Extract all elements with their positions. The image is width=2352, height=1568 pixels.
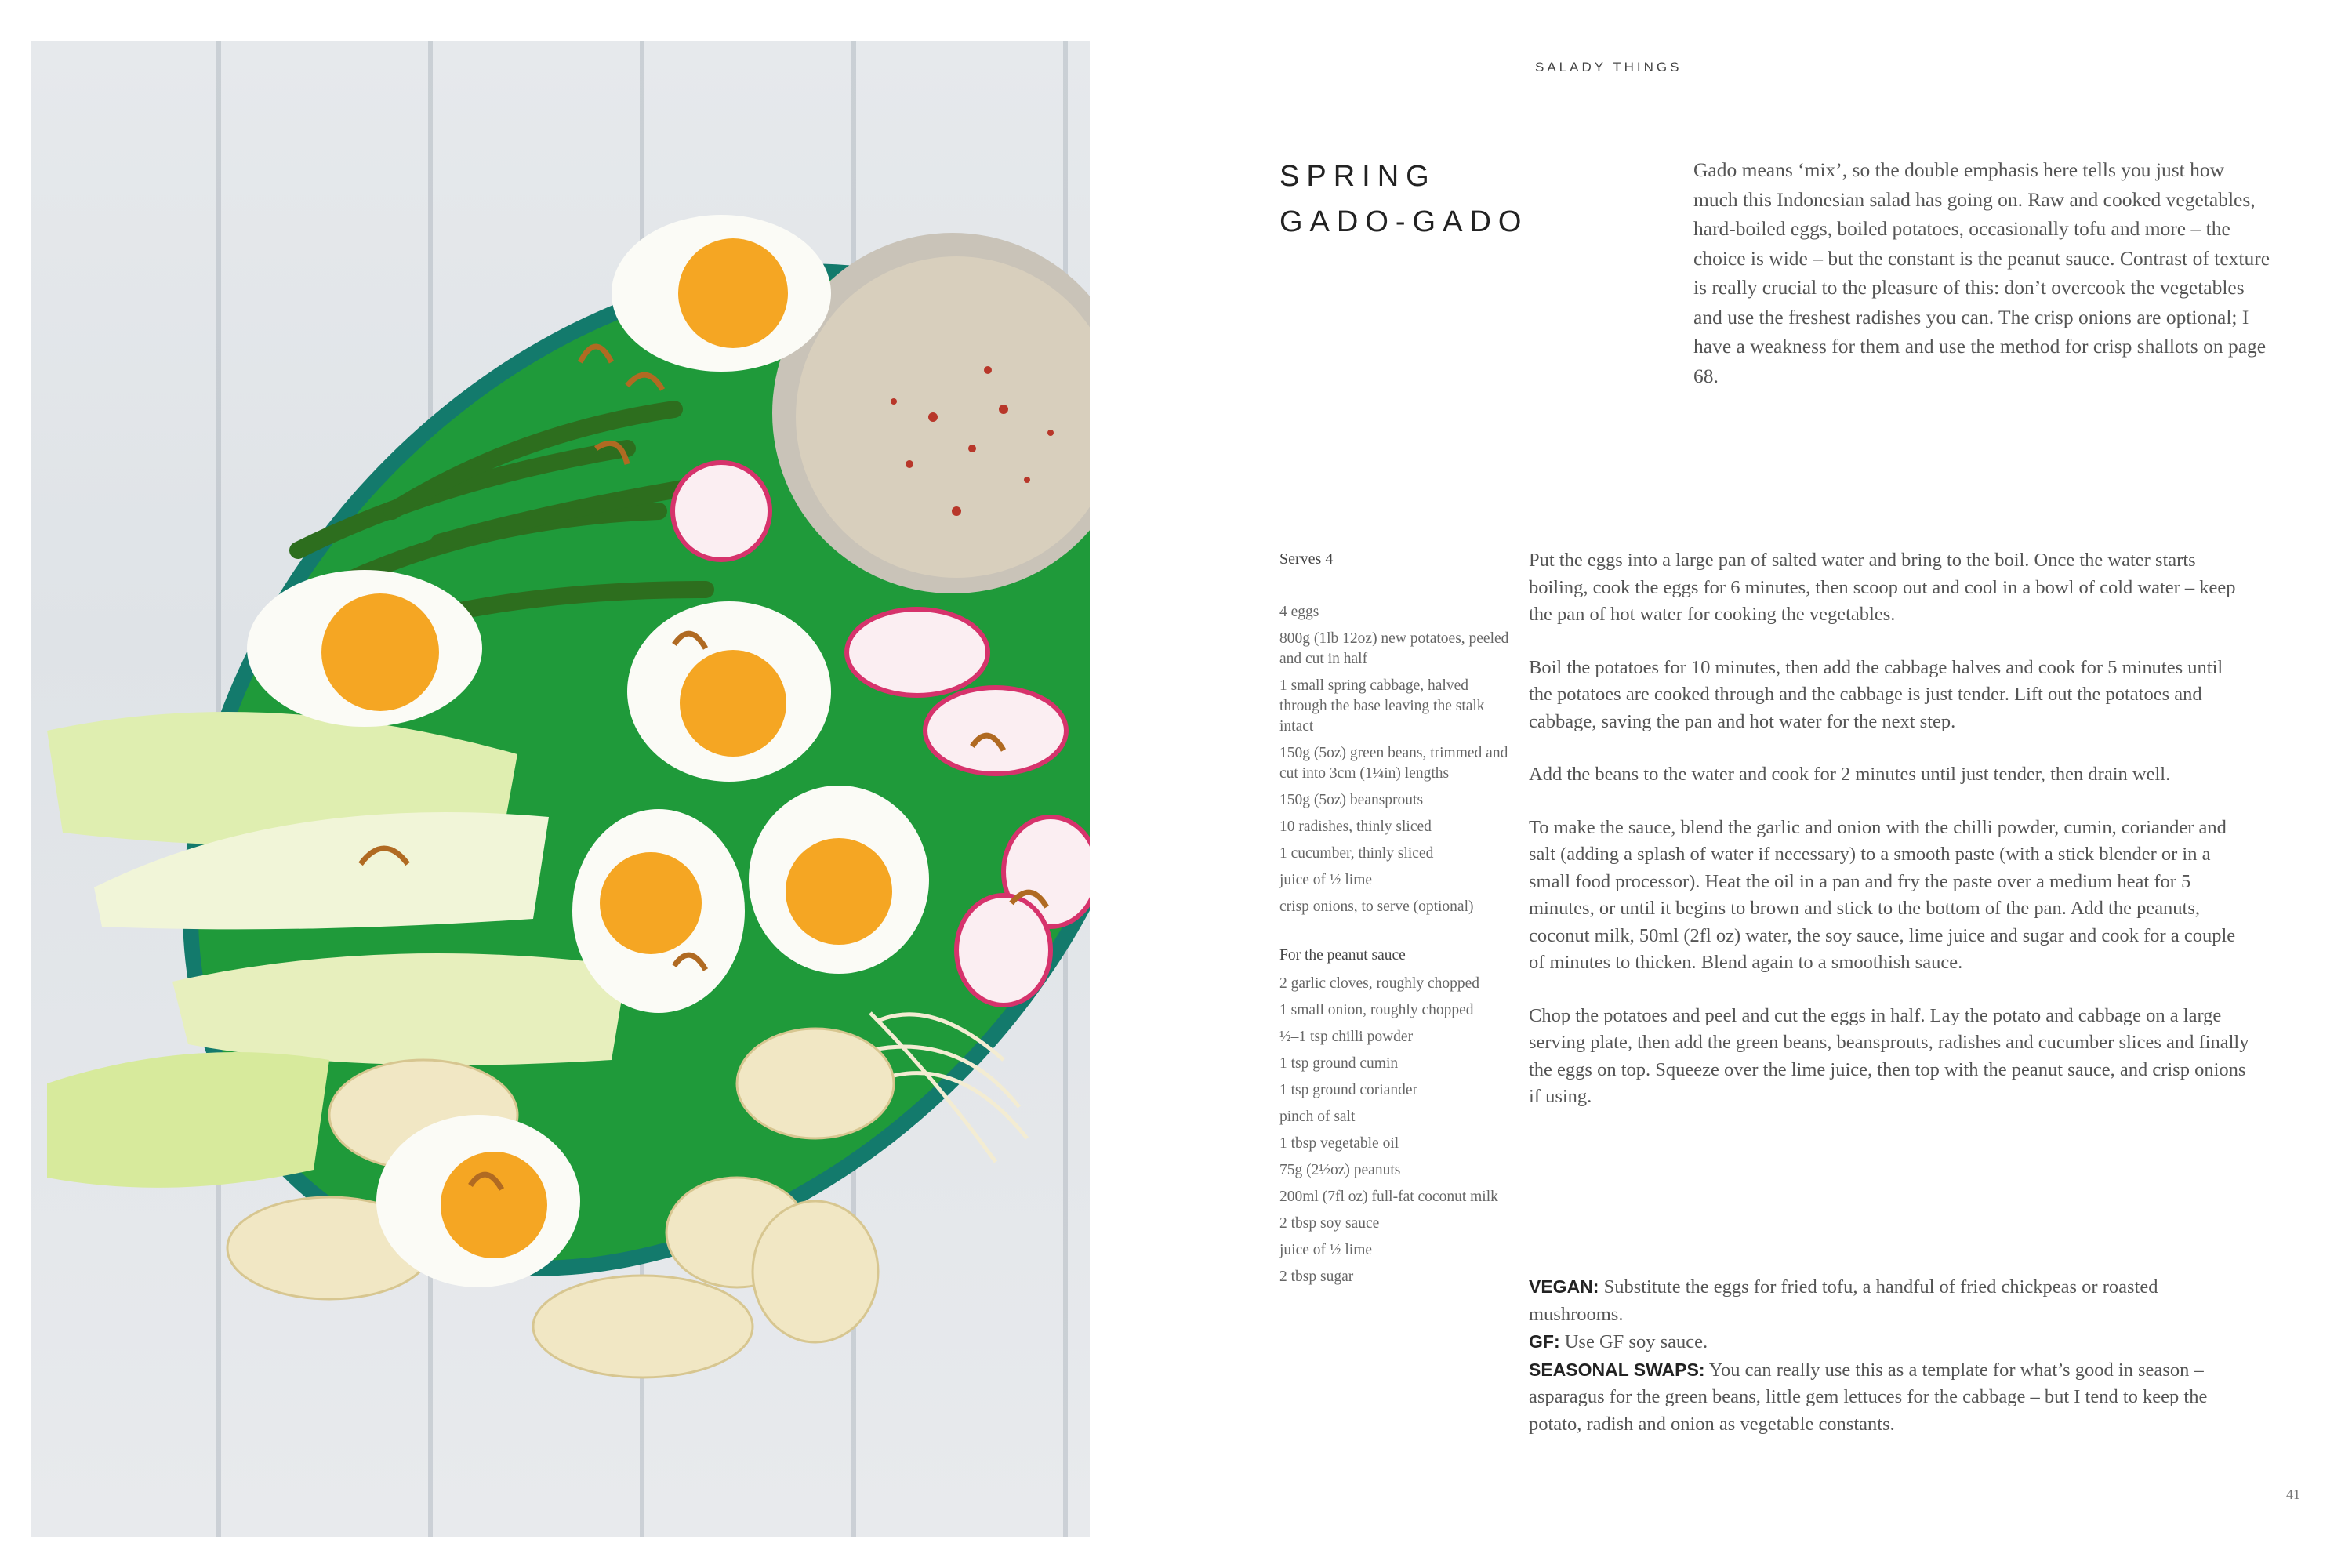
method-step-5: Chop the potatoes and peel and cut the eggs in half. Lay the potato and cabbage on a large serving plate, then add the green beans, beansprouts, radishes and cucumber slices and finally the eggs on top. Squeeze over the lime juice, then top with the peanut sauce, and crisp onions if using. — [1529, 1004, 2249, 1107]
note-seasonal-swaps-text: You can really use this as a template for what’s good in season – asparagus for the green beans, little gem lettuces for the cabbage – but I tend to keep the potato, radish and onion as vegetable constants. — [1529, 1359, 2208, 1435]
sauce-ingredient-item: 1 tsp ground coriander — [1279, 1082, 1417, 1098]
recipe-intro: Gado means ‘mix’, so the double emphasis here tells you just how much this Indonesian salad has going on. Raw and cooked vegetables, hard-boiled eggs, boiled potatoes, occasionally tofu and more – the choice is wide – but the constant is the peanut sauce. Contrast of texture is really crucial to the pleasure of this: don’t overcook the vegetables and use the freshest radishes you can. The crisp onions are optional; I have a weakness for them and use the method for crisp shallots on page 68. — [1693, 158, 2270, 387]
method-step-3: Add the beans to the water and cook for 2 minutes until just tender, then drain well. — [1529, 764, 2171, 785]
ingredient-item: 1 cucumber, thinly sliced — [1279, 845, 1434, 862]
recipe-photo — [31, 41, 1090, 1537]
sauce-ingredient-item: 2 tbsp sugar — [1279, 1269, 1354, 1285]
sauce-ingredients-heading: For the peanut sauce — [1279, 947, 1406, 964]
note-seasonal-swaps-label: SEASONAL SWAPS: — [1529, 1359, 1705, 1380]
recipe-notes — [1529, 1273, 2234, 1438]
sauce-ingredient-item: 200ml (7fl oz) full-fat coconut milk — [1279, 1189, 1498, 1205]
sauce-ingredient-item: 1 small onion, roughly chopped — [1279, 1002, 1474, 1018]
sauce-ingredient-item: 2 tbsp soy sauce — [1279, 1215, 1380, 1232]
sauce-ingredient-item: ½–1 tsp chilli powder — [1279, 1029, 1414, 1045]
note-vegan-text: Substitute the eggs for fried tofu, a handful of fried chickpeas or roasted mushrooms. — [1529, 1276, 2158, 1325]
sauce-ingredient-item: 75g (2½oz) peanuts — [1279, 1162, 1401, 1178]
note-vegan — [1529, 1273, 2234, 1328]
recipe-title-line-1: SPRING — [1279, 160, 1436, 193]
running-head: SALADY THINGS — [1535, 60, 1682, 74]
ingredient-item: 800g (1lb 12oz) new potatoes, peeled and cut in half — [1279, 630, 1509, 667]
method-steps — [1529, 547, 2250, 1137]
note-gf-label: GF: — [1529, 1331, 1560, 1352]
sauce-ingredient-item: juice of ½ lime — [1279, 1242, 1373, 1258]
ingredient-item: juice of ½ lime — [1279, 872, 1373, 888]
sauce-ingredient-item: 2 garlic cloves, roughly chopped — [1279, 975, 1480, 992]
ingredient-item: 150g (5oz) beansprouts — [1279, 792, 1424, 808]
ingredient-item: 150g (5oz) green beans, trimmed and cut into 3cm (1¼in) lengths — [1279, 745, 1508, 782]
ingredient-list — [1279, 602, 1515, 1294]
method-step-2: Boil the potatoes for 10 minutes, then add the cabbage halves and cook for 5 minutes until the potatoes are cooked through and the cabbage is just tender. Lift out the potatoes and cabbage, saving the pan and hot water for the next step. — [1529, 656, 2223, 732]
salad-platter-illustration — [31, 41, 1090, 1537]
ingredient-item: 4 eggs — [1279, 604, 1319, 620]
ingredient-item: crisp onions, to serve (optional) — [1279, 898, 1474, 915]
serves-count: Serves 4 — [1279, 550, 1334, 568]
note-gf — [1529, 1328, 2234, 1356]
ingredient-item: 1 small spring cabbage, halved through the base leaving the stalk intact — [1279, 677, 1485, 735]
recipe-title — [1279, 154, 1528, 245]
note-vegan-label: VEGAN: — [1529, 1276, 1599, 1297]
sauce-ingredient-item: 1 tbsp vegetable oil — [1279, 1135, 1399, 1152]
note-gf-text: Use GF soy sauce. — [1559, 1331, 1708, 1352]
sauce-ingredient-item: 1 tsp ground cumin — [1279, 1055, 1399, 1072]
page-number: 41 — [2286, 1486, 2300, 1502]
method-step-4: To make the sauce, blend the garlic and onion with the chilli powder, cumin, coriander and salt (adding a splash of water if necessary) to a smooth paste (with a stick blender or in a small food processor). Heat the oil in a pan and fry the paste over a medium heat for 5 minutes, or until it begins to brown and stick to the bottom of the pan. Add the peanuts, coconut milk, 50ml (2fl oz) water, the soy sauce, lime juice and sugar and cook for a couple of minutes to thicken. Blend again to a smoothish sauce. — [1529, 816, 2236, 973]
sauce-ingredient-item: pinch of salt — [1279, 1109, 1356, 1125]
method-step-1: Put the eggs into a large pan of salted water and bring to the boil. Once the water starts boiling, cook the eggs for 6 minutes, then scoop out and cool in a bowl of cold water – keep the pan of hot water for cooking the vegetables. — [1529, 550, 2236, 625]
recipe-title-line-2: GADO-GADO — [1279, 205, 1529, 238]
ingredient-item: 10 radishes, thinly sliced — [1279, 818, 1432, 835]
note-seasonal-swaps — [1529, 1356, 2234, 1439]
